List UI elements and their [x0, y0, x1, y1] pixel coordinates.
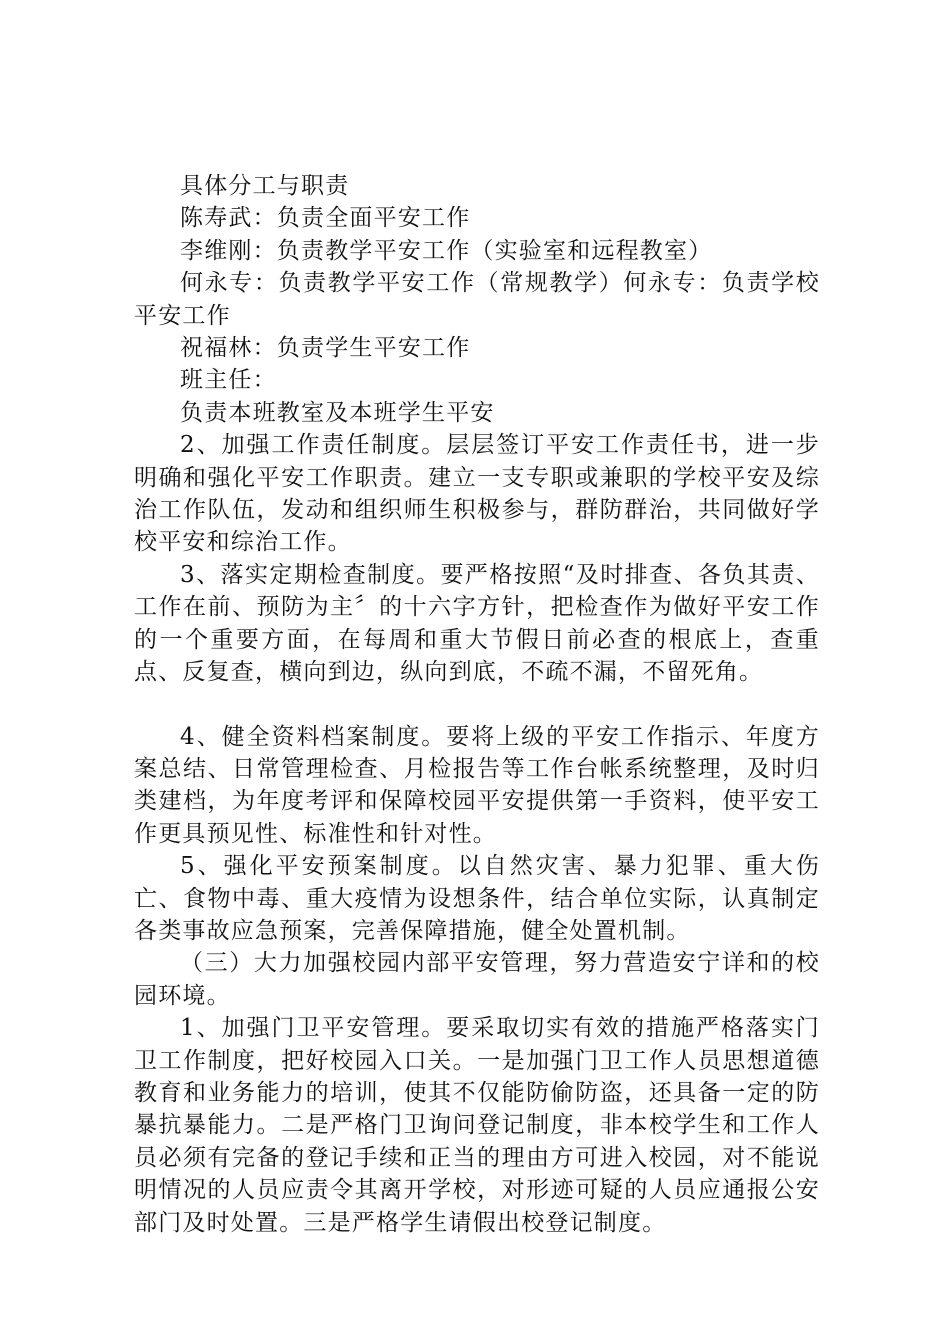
paragraph-section-3: （三）大力加强校园内部平安管理，努力营造安宁详和的校园环境。: [134, 950, 820, 1009]
paragraph-item-4: 4、健全资料档案制度。要将上级的平安工作指示、年度方案总结、日常管理检查、月检报告等工作台帐系统整理，及时归类建档，为年度考评和保障校园平安提供第一手资料，使平安工作更具预见性、标准性和针对性。: [134, 723, 820, 847]
paragraph-item-2: 2、加强工作责任制度。层层签订平安工作责任书，进一步明确和强化平安工作职责。建立一支专职或兼职的学校平安及综治工作队伍，发动和组织师生积极参与，群防群治，共同做好学校平安和综治工作。: [134, 432, 820, 556]
paragraph-item-3: 3、落实定期检查制度。要严格按照“及时排查、各负其责、工作在前、预防为主〞的十六字方针，把检查作为做好平安工作的一个重要方面，在每周和重大节假日前必查的根底上，查重点、反复查，横向到边，纵向到底，不疏不漏，不留死角。: [134, 561, 820, 686]
document-body: [134, 170, 820, 1239]
paragraph-spacer: [134, 689, 820, 721]
paragraph-item-5: 5、强化平安预案制度。以自然灾害、暴力犯罪、重大伤亡、食物中毒、重大疫情为设想条件，结合单位实际，认真制定各类事故应急预案，完善保障措施，健全处置机制。: [134, 853, 820, 944]
paragraph-duty-6: 负责本班教室及本班学生平安: [180, 399, 495, 426]
paragraph-heading: 具体分工与职责: [180, 173, 350, 199]
paragraph-duty-1: 陈寿武：负责全面平安工作: [180, 205, 471, 232]
paragraph-duty-3: 何永专：负责教学平安工作（常规教学）何永专：负责学校平安工作: [134, 270, 820, 329]
paragraph-duty-4: 祝福林：负责学生平安工作: [180, 335, 471, 362]
paragraph-duty-2: 李维刚：负责教学平安工作（实验室和远程教室）: [180, 237, 713, 264]
paragraph-item-1: 1、加强门卫平安管理。要采取切实有效的措施严格落实门卫工作制度，把好校园入口关。一是加强门卫工作人员思想道德教育和业务能力的培训，使其不仅能防偷防盗，还具备一定的防暴抗暴能力。二是严格门卫询问登记制度，非本校学生和工作人员必须有完备的登记手续和正当的理由方可进入校园，对不能说明情况的人员应责令其离开学校，对形迹可疑的人员应通报公安部门及时处置。三是严格学生请假出校登记制度。: [134, 1015, 820, 1236]
paragraph-duty-5: 班主任：: [180, 367, 277, 394]
